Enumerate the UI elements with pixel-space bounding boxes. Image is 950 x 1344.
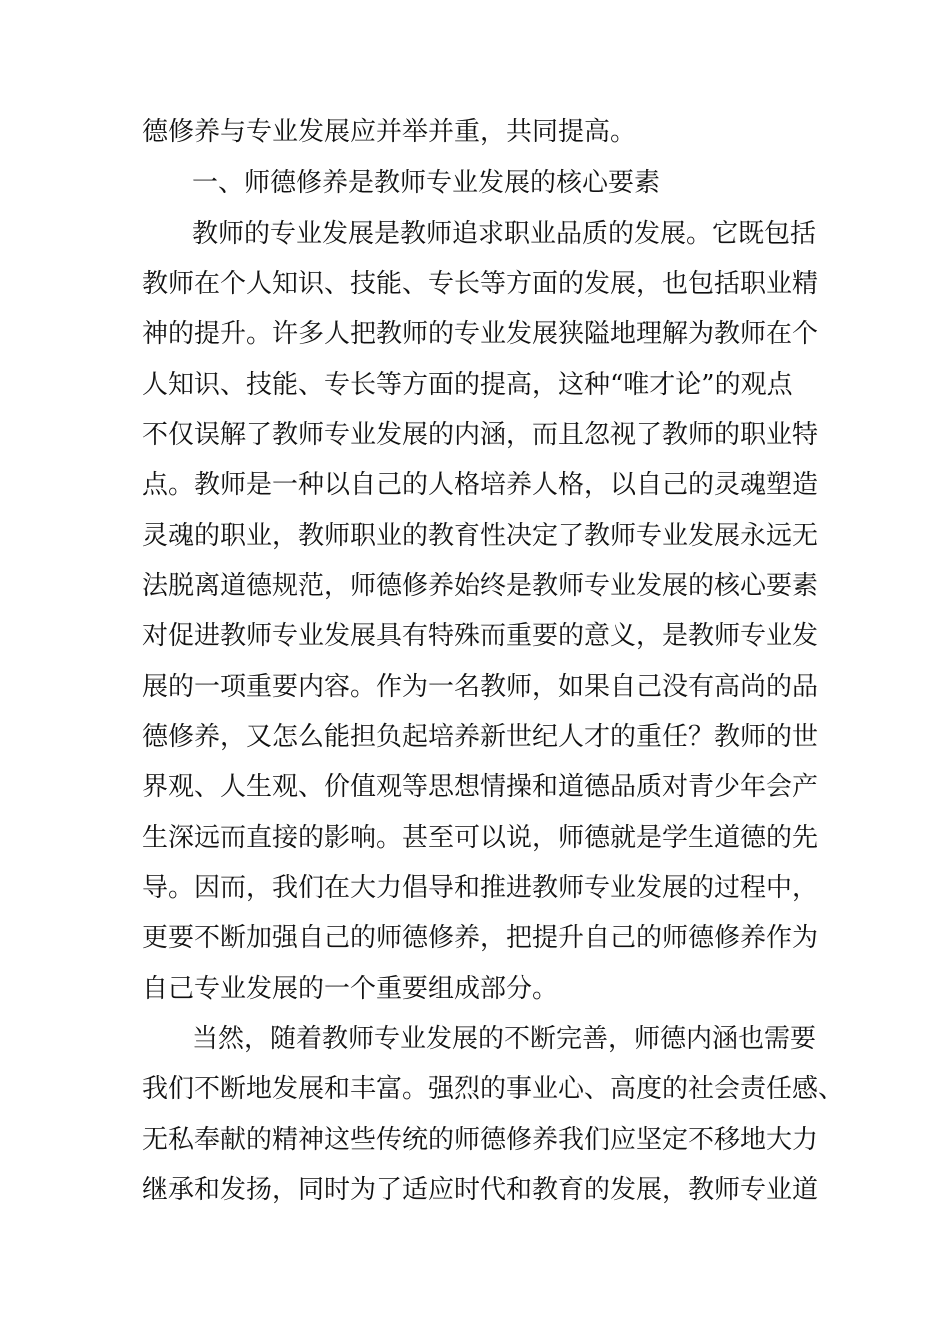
text-line: 人知识、技能、专长等方面的提高，这种“唯才论”的观点 (142, 370, 793, 400)
text-line: 灵魂的职业，教师职业的教育性决定了教师专业发展永远无 (142, 521, 819, 551)
text-line: 教师在个人知识、技能、专长等方面的发展，也包括职业精 (142, 269, 819, 299)
text-line: 无私奉献的精神这些传统的师德修养我们应坚定不移地大力 (142, 1125, 819, 1155)
section-heading: 一、师德修养是教师专业发展的核心要素 (192, 168, 661, 198)
text-line: 自己专业发展的一个重要组成部分。 (142, 974, 559, 1004)
text-line: 对促进教师专业发展具有特殊而重要的意义，是教师专业发 (142, 621, 819, 651)
text-line: 不仅误解了教师专业发展的内涵，而且忽视了教师的职业特 (142, 420, 819, 450)
text-line: 更要不断加强自己的师德修养，把提升自己的师德修养作为 (142, 923, 819, 953)
text-line: 法脱离道德规范，师德修养始终是教师专业发展的核心要素 (142, 571, 819, 601)
text-line: 德修养，又怎么能担负起培养新世纪人才的重任？教师的世 (142, 722, 819, 752)
text-line: 继承和发扬，同时为了适应时代和教育的发展，教师专业道 (142, 1175, 819, 1205)
text-line: 导。因而，我们在大力倡导和推进教师专业发展的过程中， (142, 873, 819, 903)
text-line: 德修养与专业发展应并举并重，共同提高。 (142, 117, 637, 147)
text-line: 展的一项重要内容。作为一名教师，如果自己没有高尚的品 (142, 672, 819, 702)
text-line: 点。教师是一种以自己的人格培养人格，以自己的灵魂塑造 (142, 470, 819, 500)
text-line: 界观、人生观、价值观等思想情操和道德品质对青少年会产 (142, 772, 819, 802)
text-line: 神的提升。许多人把教师的专业发展狭隘地理解为教师在个 (142, 319, 819, 349)
text-line: 生深远而直接的影响。甚至可以说，师德就是学生道德的先 (142, 823, 819, 853)
text-line: 我们不断地发展和丰富。强烈的事业心、高度的社会责任感、 (142, 1074, 845, 1104)
text-line: 教师的专业发展是教师追求职业品质的发展。它既包括 (192, 219, 817, 249)
text-line: 当然，随着教师专业发展的不断完善，师德内涵也需要 (192, 1024, 817, 1054)
